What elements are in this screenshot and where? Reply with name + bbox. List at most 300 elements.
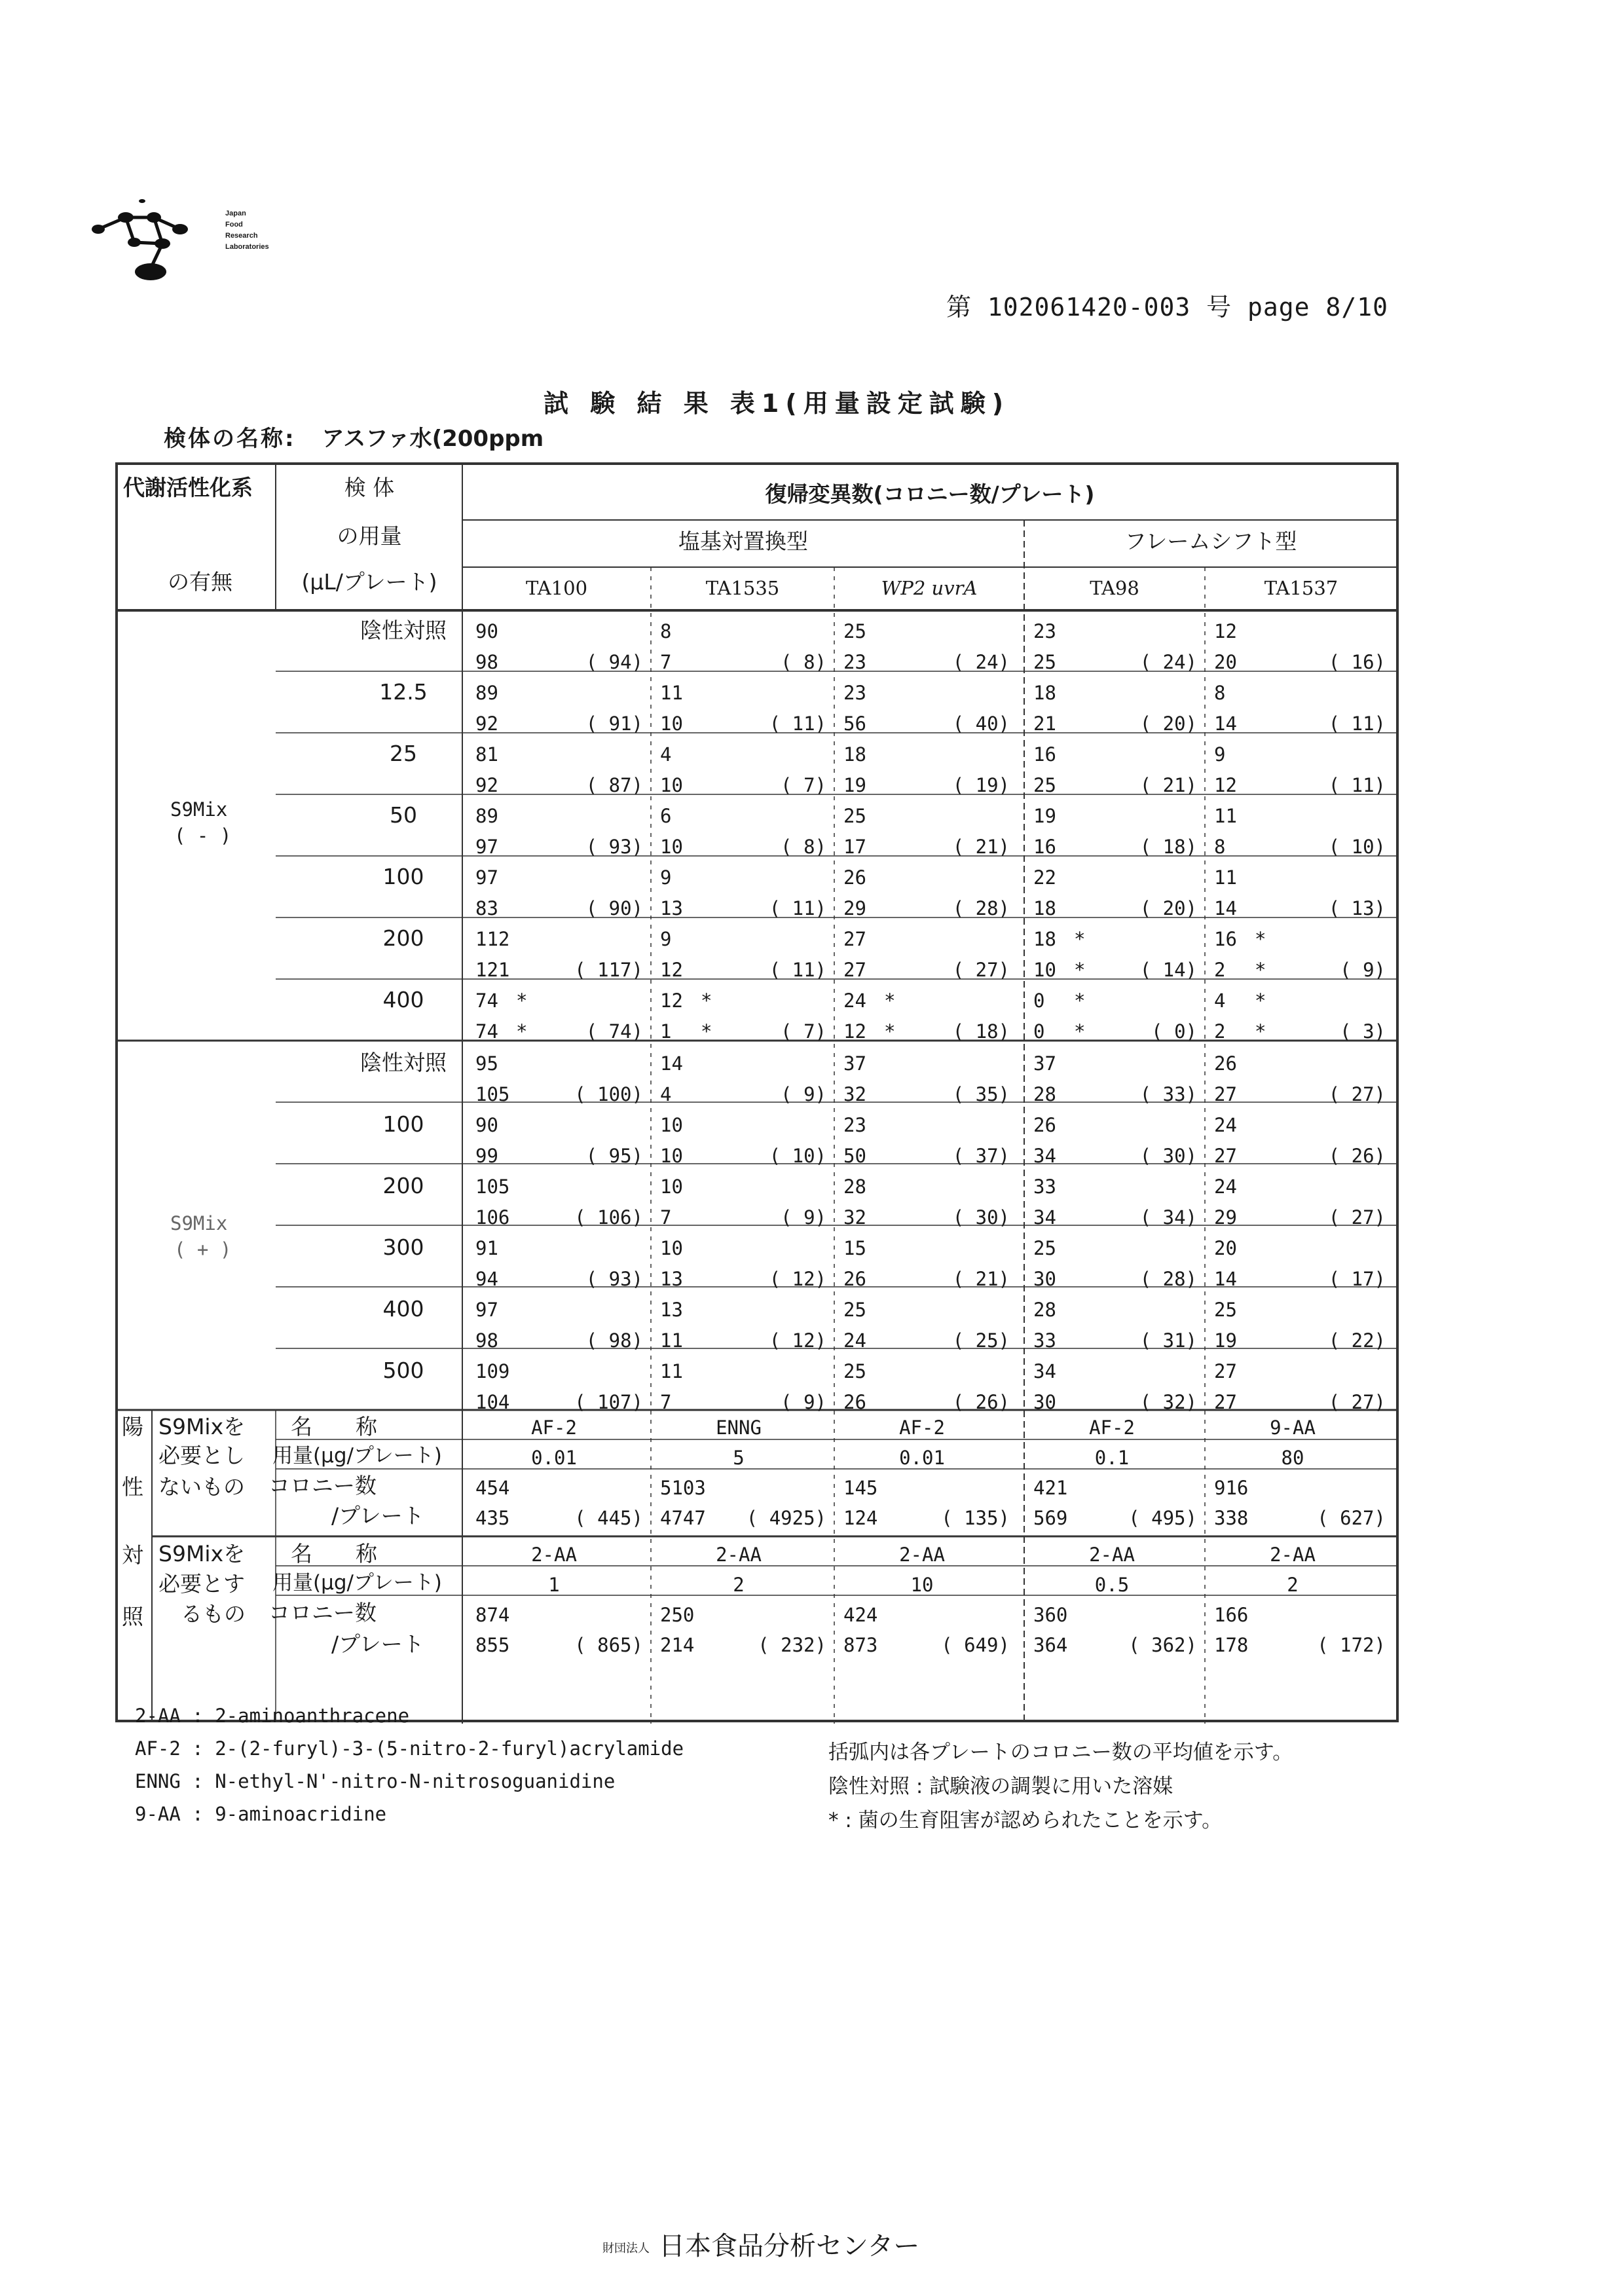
mean-value: 135: [964, 1507, 999, 1529]
colony-count: 22: [1033, 866, 1056, 889]
mean-value: 74: [608, 1020, 632, 1043]
pos2-colony-count: 873: [843, 1634, 878, 1656]
pos2-positive-substance: 2-AA: [531, 1544, 577, 1566]
mean-value: 11: [1351, 774, 1375, 796]
colony-count: 90: [475, 620, 498, 642]
colony-count: 91: [475, 1237, 498, 1259]
mean-value: 33: [1162, 1083, 1186, 1105]
pos2-colony-count: 874: [475, 1604, 510, 1626]
mean-value: 495: [1151, 1507, 1186, 1529]
colony-count: 13: [660, 1299, 683, 1321]
mean-colony-count: ( 28): [952, 897, 1010, 919]
colony-count: 25: [843, 1299, 866, 1321]
colony-count: 24: [1214, 1114, 1237, 1136]
inhibition-mark: *: [1255, 990, 1266, 1012]
pos2-positive-substance: 2-AA: [1270, 1544, 1316, 1566]
mean-colony-count: ( 18): [952, 1020, 1010, 1043]
logo-line: Japan: [225, 210, 246, 217]
pos2-plate-label: /プレート: [331, 1631, 424, 1657]
pos1-colony-count: 421: [1033, 1477, 1068, 1499]
mean-colony-count: ( 31): [1139, 1329, 1197, 1352]
colony-count: 89: [475, 805, 498, 827]
colony-count: 23: [843, 651, 866, 673]
mean-value: 20: [1162, 897, 1186, 919]
dose-cell: 25: [390, 741, 417, 766]
pos1-mean-colony-count: ( 4925): [746, 1507, 826, 1529]
colony-count: 4: [660, 1083, 672, 1105]
colony-count: 7: [660, 651, 672, 673]
mean-value: 4925: [769, 1507, 815, 1529]
mean-value: 22: [1351, 1329, 1375, 1352]
mean-colony-count: ( 11): [769, 897, 826, 919]
colony-count: 112: [475, 928, 510, 950]
mean-colony-count: ( 91): [585, 713, 643, 735]
mean-value: 13: [1351, 897, 1375, 919]
mean-value: 19: [975, 774, 999, 796]
inhibition-mark: *: [701, 1020, 712, 1043]
colony-count: 37: [1033, 1052, 1056, 1075]
colony-count: 12: [660, 990, 683, 1012]
positive-control-char: 性: [122, 1474, 143, 1500]
mean-value: 32: [1162, 1391, 1186, 1413]
dose-cell: 500: [382, 1358, 424, 1383]
pos2-positive-substance: 2-AA: [899, 1544, 945, 1566]
pos2-mean-colony-count: ( 865): [574, 1634, 643, 1656]
pos1-colony-count: 5103: [660, 1477, 706, 1499]
pos1-positive-dose: 80: [1281, 1447, 1304, 1469]
colony-count: 28: [843, 1176, 866, 1198]
mean-value: 362: [1151, 1634, 1186, 1656]
mean-colony-count: ( 24): [952, 651, 1010, 673]
colony-count: 0: [1033, 1020, 1045, 1043]
colony-count: 20: [1214, 1237, 1237, 1259]
mean-colony-count: ( 27): [1328, 1206, 1386, 1229]
colony-count: 26: [1214, 1052, 1237, 1075]
colony-count: 4: [660, 743, 672, 766]
table-note: * : 菌の生育阻害が認められたことを示す。: [828, 1809, 1223, 1832]
mean-value: 627: [1340, 1507, 1375, 1529]
pos1-colony-count: 338: [1214, 1507, 1249, 1529]
mean-value: 11: [792, 713, 815, 735]
inhibition-mark: *: [1074, 990, 1086, 1012]
pos1-group-line: S9Mixを: [158, 1414, 246, 1439]
colony-count: 9: [1214, 743, 1226, 766]
colony-count: 14: [1214, 897, 1237, 919]
mean-value: 30: [975, 1206, 999, 1229]
header-base-substitution: 塩基対置換型: [678, 528, 808, 554]
colony-count: 2: [1214, 959, 1226, 981]
mean-value: 10: [1351, 836, 1375, 858]
pos1-positive-substance: ENNG: [716, 1416, 762, 1439]
mean-colony-count: ( 11): [1328, 774, 1386, 796]
colony-count: 10: [660, 713, 683, 735]
pos1-mean-colony-count: ( 445): [574, 1507, 643, 1529]
colony-count: 23: [843, 1114, 866, 1136]
colony-count: 106: [475, 1206, 510, 1229]
strain-header: WP2 uvrA: [881, 577, 978, 599]
colony-count: 28: [1033, 1083, 1056, 1105]
mean-value: 87: [608, 774, 632, 796]
inhibition-mark: *: [1255, 959, 1266, 981]
colony-count: 9: [660, 928, 672, 950]
inhibition-mark: *: [884, 1020, 896, 1043]
colony-count: 7: [660, 1206, 672, 1229]
jfrl-logo: [85, 190, 301, 295]
colony-count: 74: [475, 990, 498, 1012]
mean-colony-count: ( 8): [781, 836, 826, 858]
colony-count: 89: [475, 682, 498, 704]
header-dose-unit: (μL/プレート): [301, 569, 437, 595]
dose-cell: 陰性対照: [360, 618, 447, 643]
mean-colony-count: ( 14): [1139, 959, 1197, 981]
mean-colony-count: ( 21): [952, 836, 1010, 858]
colony-count: 18: [843, 743, 866, 766]
positive-control-char: 陽: [122, 1414, 143, 1439]
mean-colony-count: ( 40): [952, 713, 1010, 735]
header-frameshift: フレームシフト型: [1124, 528, 1297, 554]
inhibition-mark: *: [516, 1020, 528, 1043]
colony-count: 25: [1033, 774, 1056, 796]
mean-colony-count: ( 26): [952, 1391, 1010, 1413]
colony-count: 34: [1033, 1206, 1056, 1229]
mean-colony-count: ( 9): [781, 1391, 826, 1413]
colony-count: 16: [1214, 928, 1237, 950]
colony-count: 10: [660, 1176, 683, 1198]
colony-count: 97: [475, 1299, 498, 1321]
colony-count: 19: [1033, 805, 1056, 827]
colony-count: 27: [843, 928, 866, 950]
inhibition-mark: *: [516, 990, 528, 1012]
results-table: [115, 462, 1399, 1724]
pos1-positive-dose: 0.01: [899, 1447, 945, 1469]
colony-count: 12: [660, 959, 683, 981]
pos1-colony-count: 435: [475, 1507, 510, 1529]
colony-count: 26: [843, 1268, 866, 1290]
pos1-colony-count: 145: [843, 1477, 878, 1499]
pos2-colony-count: 250: [660, 1604, 695, 1626]
header-metabolic-activation: 代謝活性化系: [123, 475, 253, 500]
abbreviation-note: 2-AA : 2-aminoanthracene: [135, 1705, 410, 1727]
colony-count: 24: [1214, 1176, 1237, 1198]
pos1-name-label: 名 称: [291, 1414, 377, 1439]
mean-colony-count: ( 9): [781, 1206, 826, 1229]
mean-value: 3: [1363, 1020, 1375, 1043]
logo-line: Food: [225, 221, 243, 229]
colony-count: 4: [1214, 990, 1226, 1012]
colony-count: 19: [843, 774, 866, 796]
mean-colony-count: ( 11): [1328, 713, 1386, 735]
mean-colony-count: ( 34): [1139, 1206, 1197, 1229]
pos2-colony-count: 364: [1033, 1634, 1068, 1656]
dose-cell: 100: [382, 1111, 424, 1137]
mean-colony-count: ( 87): [585, 774, 643, 796]
mean-value: 865: [597, 1634, 632, 1656]
table-notes: [828, 1735, 1293, 1838]
colony-count: 19: [1214, 1329, 1237, 1352]
mean-value: 0: [1174, 1020, 1186, 1043]
abbreviation-note: 9-AA : 9-aminoacridine: [135, 1803, 387, 1825]
pos2-dose-label: 用量(μg/プレート): [272, 1571, 442, 1595]
colony-count: 97: [475, 866, 498, 889]
pos1-positive-substance: AF-2: [531, 1416, 577, 1439]
mean-colony-count: ( 30): [1139, 1145, 1197, 1167]
mean-value: 106: [597, 1206, 632, 1229]
dose-cell: 300: [382, 1234, 424, 1260]
mean-value: 21: [975, 836, 999, 858]
mean-colony-count: ( 18): [1139, 836, 1197, 858]
pos2-positive-dose: 10: [910, 1574, 934, 1596]
colony-count: 105: [475, 1083, 510, 1105]
pos2-positive-dose: 2: [1287, 1574, 1299, 1596]
mean-value: 12: [792, 1268, 815, 1290]
pos2-colony-count: 424: [843, 1604, 878, 1626]
dose-cell: 400: [382, 987, 424, 1012]
pos1-positive-dose: 0.1: [1094, 1447, 1130, 1469]
mean-value: 8: [803, 836, 815, 858]
mean-colony-count: ( 10): [1328, 836, 1386, 858]
mean-colony-count: ( 19): [952, 774, 1010, 796]
mean-value: 21: [975, 1268, 999, 1290]
mean-value: 649: [964, 1634, 999, 1656]
mean-value: 10: [792, 1145, 815, 1167]
pos2-mean-colony-count: ( 649): [941, 1634, 1010, 1656]
pos1-positive-dose: 5: [733, 1447, 745, 1469]
colony-count: 121: [475, 959, 510, 981]
pos1-colony-count: 4747: [660, 1507, 706, 1529]
abbreviation-note: ENNG : N-ethyl-N'-nitro-N-nitrosoguanidine: [135, 1770, 616, 1792]
molecule-logo-icon: [85, 190, 223, 295]
mean-colony-count: ( 37): [952, 1145, 1010, 1167]
colony-count: 27: [1214, 1145, 1237, 1167]
mean-value: 93: [608, 1268, 632, 1290]
mean-colony-count: ( 27): [1328, 1083, 1386, 1105]
mean-value: 445: [597, 1507, 632, 1529]
sample-name-label: 検体の名称:: [164, 426, 296, 452]
mean-colony-count: ( 100): [574, 1083, 643, 1105]
pos2-mean-colony-count: ( 172): [1317, 1634, 1386, 1656]
mean-colony-count: ( 27): [952, 959, 1010, 981]
colony-count: 98: [475, 651, 498, 673]
colony-count: 7: [660, 1391, 672, 1413]
colony-count: 15: [843, 1237, 866, 1259]
mean-colony-count: ( 12): [769, 1329, 826, 1352]
mean-colony-count: ( 7): [781, 774, 826, 796]
pos2-colony-count: 855: [475, 1634, 510, 1656]
mean-value: 14: [1162, 959, 1186, 981]
colony-count: 97: [475, 836, 498, 858]
mean-value: 107: [597, 1391, 632, 1413]
dose-cell: 陰性対照: [360, 1050, 447, 1075]
colony-count: 16: [1033, 836, 1056, 858]
colony-count: 25: [843, 1360, 866, 1382]
mean-colony-count: ( 30): [952, 1206, 1010, 1229]
colony-count: 10: [660, 836, 683, 858]
sample-name-value: アスファ水(200ppm: [322, 426, 544, 452]
mean-value: 26: [1351, 1145, 1375, 1167]
pos1-colony-count: 916: [1214, 1477, 1249, 1499]
pos1-colony-count: 454: [475, 1477, 510, 1499]
logo-line: Laboratories: [225, 243, 269, 251]
colony-count: 12: [1214, 620, 1237, 642]
colony-count: 25: [843, 620, 866, 642]
pos1-positive-substance: AF-2: [1089, 1416, 1135, 1439]
colony-count: 16: [1033, 743, 1056, 766]
mean-value: 91: [608, 713, 632, 735]
colony-count: 10: [660, 1145, 683, 1167]
mean-colony-count: ( 93): [585, 836, 643, 858]
mean-value: 26: [975, 1391, 999, 1413]
dose-cell: 200: [382, 1173, 424, 1198]
pos2-positive-dose: 0.5: [1094, 1574, 1130, 1596]
inhibition-mark: *: [1255, 1020, 1266, 1043]
header-revertants: 復帰変異数(コロニー数/プレート): [765, 481, 1095, 507]
colony-count: 33: [1033, 1329, 1056, 1352]
colony-count: 21: [1033, 713, 1056, 735]
mean-value: 11: [1351, 713, 1375, 735]
colony-count: 30: [1033, 1268, 1056, 1290]
colony-count: 11: [1214, 805, 1237, 827]
mean-colony-count: ( 11): [769, 959, 826, 981]
colony-count: 83: [475, 897, 498, 919]
pos2-positive-substance: 2-AA: [716, 1544, 762, 1566]
colony-count: 6: [660, 805, 672, 827]
colony-count: 12: [843, 1020, 866, 1043]
colony-count: 92: [475, 774, 498, 796]
mean-value: 100: [597, 1083, 632, 1105]
colony-count: 27: [1214, 1391, 1237, 1413]
pos2-colony-count: 166: [1214, 1604, 1249, 1626]
colony-count: 18: [1033, 928, 1056, 950]
colony-count: 1: [660, 1020, 672, 1043]
mean-value: 35: [975, 1083, 999, 1105]
mean-value: 27: [1351, 1391, 1375, 1413]
colony-count: 92: [475, 713, 498, 735]
mean-colony-count: ( 7): [781, 1020, 826, 1043]
mean-colony-count: ( 106): [574, 1206, 643, 1229]
mean-colony-count: ( 32): [1139, 1391, 1197, 1413]
colony-count: 10: [1033, 959, 1056, 981]
colony-count: 81: [475, 743, 498, 766]
mean-value: 90: [608, 897, 632, 919]
colony-count: 24: [843, 1329, 866, 1352]
colony-count: 33: [1033, 1176, 1056, 1198]
mean-colony-count: ( 107): [574, 1391, 643, 1413]
s9mix-plus-sign: ( + ): [174, 1238, 232, 1261]
header-metabolic-presence: の有無: [168, 569, 232, 595]
colony-count: 25: [1033, 651, 1056, 673]
mean-colony-count: ( 9): [1340, 959, 1386, 981]
mean-value: 31: [1162, 1329, 1186, 1352]
colony-count: 12: [1214, 774, 1237, 796]
colony-count: 99: [475, 1145, 498, 1167]
colony-count: 9: [660, 866, 672, 889]
dose-cell: 50: [390, 802, 417, 828]
colony-count: 109: [475, 1360, 510, 1382]
header-sample: 検 体: [344, 475, 395, 500]
dose-cell: 400: [382, 1296, 424, 1322]
pos2-positive-dose: 1: [548, 1574, 560, 1596]
mean-value: 40: [975, 713, 999, 735]
inhibition-mark: *: [1074, 959, 1086, 981]
colony-count: 26: [843, 1391, 866, 1413]
pos2-positive-dose: 2: [733, 1574, 745, 1596]
mean-value: 16: [1351, 651, 1375, 673]
colony-count: 29: [843, 897, 866, 919]
strain-header: TA1537: [1264, 577, 1338, 599]
pos1-mean-colony-count: ( 495): [1128, 1507, 1197, 1529]
mean-colony-count: ( 24): [1139, 651, 1197, 673]
positive-control-char: 対: [122, 1542, 143, 1568]
colony-count: 10: [660, 1114, 683, 1136]
colony-count: 26: [843, 866, 866, 889]
mean-value: 21: [1162, 774, 1186, 796]
mean-value: 9: [1363, 959, 1375, 981]
abbreviation-note: AF-2 : 2-(2-furyl)-3-(5-nitro-2-furyl)acrylamide: [135, 1737, 684, 1760]
pos1-colony-count: 569: [1033, 1507, 1068, 1529]
pos2-colony-count: 214: [660, 1634, 695, 1656]
pos1-mean-colony-count: ( 135): [941, 1507, 1010, 1529]
positive-control-char: 照: [122, 1604, 143, 1629]
mean-colony-count: ( 20): [1139, 897, 1197, 919]
mean-value: 18: [975, 1020, 999, 1043]
pos2-name-label: 名 称: [291, 1541, 377, 1566]
colony-count: 25: [1214, 1299, 1237, 1321]
strain-header: TA100: [525, 577, 588, 599]
pos2-group-line: るもの: [181, 1601, 246, 1627]
mean-colony-count: ( 3): [1340, 1020, 1386, 1043]
colony-count: 25: [1033, 1237, 1056, 1259]
colony-count: 10: [660, 1237, 683, 1259]
colony-count: 8: [660, 620, 672, 642]
colony-count: 56: [843, 713, 866, 735]
mean-colony-count: ( 17): [1328, 1268, 1386, 1290]
colony-count: 25: [843, 805, 866, 827]
colony-count: 34: [1033, 1145, 1056, 1167]
colony-count: 13: [660, 897, 683, 919]
s9mix-minus-sign: ( - ): [174, 824, 232, 847]
colony-count: 95: [475, 1052, 498, 1075]
colony-count: 28: [1033, 1299, 1056, 1321]
mean-value: 9: [803, 1083, 815, 1105]
colony-count: 98: [475, 1329, 498, 1352]
mean-value: 27: [1351, 1083, 1375, 1105]
mean-value: 27: [975, 959, 999, 981]
colony-count: 2: [1214, 1020, 1226, 1043]
mean-colony-count: ( 9): [781, 1083, 826, 1105]
colony-count: 24: [843, 990, 866, 1012]
mean-colony-count: ( 21): [952, 1268, 1010, 1290]
mean-value: 172: [1340, 1634, 1375, 1656]
mean-value: 20: [1162, 713, 1186, 735]
mean-value: 232: [781, 1634, 815, 1656]
mean-colony-count: ( 8): [781, 651, 826, 673]
mean-value: 95: [608, 1145, 632, 1167]
mean-colony-count: ( 12): [769, 1268, 826, 1290]
inhibition-mark: *: [1255, 928, 1266, 950]
mean-value: 30: [1162, 1145, 1186, 1167]
inhibition-mark: *: [884, 990, 896, 1012]
pos1-positive-substance: AF-2: [899, 1416, 945, 1439]
colony-count: 27: [1214, 1360, 1237, 1382]
colony-count: 11: [660, 1360, 683, 1382]
colony-count: 11: [1214, 866, 1237, 889]
colony-count: 23: [1033, 620, 1056, 642]
mean-colony-count: ( 13): [1328, 897, 1386, 919]
mean-colony-count: ( 28): [1139, 1268, 1197, 1290]
mean-colony-count: ( 33): [1139, 1083, 1197, 1105]
colony-count: 11: [660, 682, 683, 704]
mean-value: 24: [1162, 651, 1186, 673]
